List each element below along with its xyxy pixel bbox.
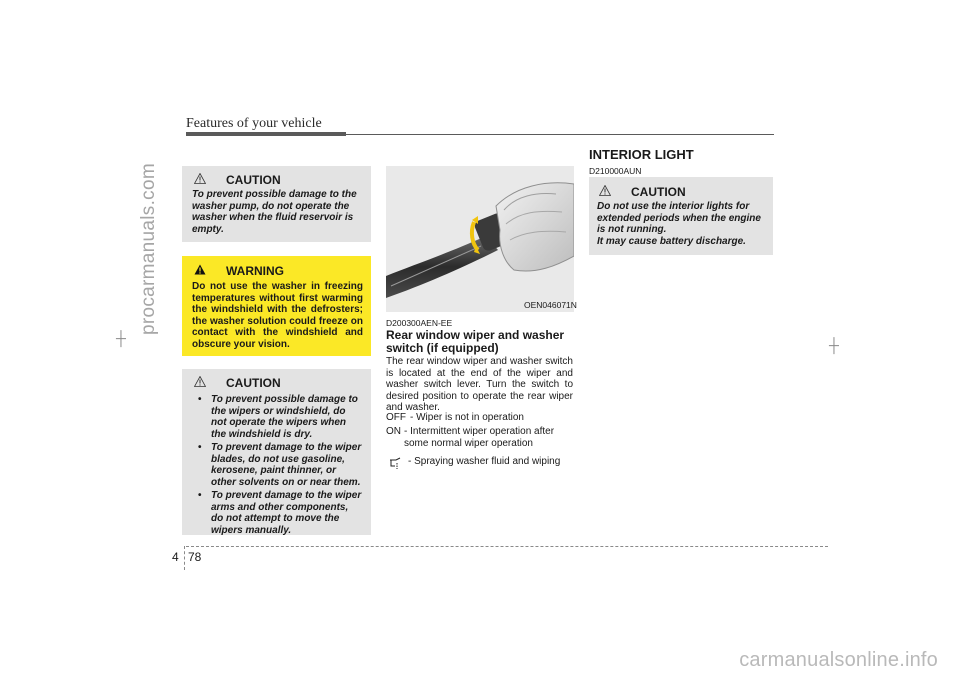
- page-number: 78: [188, 550, 202, 564]
- caution-box-washer-pump: [182, 166, 371, 242]
- mode-description: - Wiper is not in operation: [410, 412, 524, 423]
- warning-text: Do not use the washer in freezing temperatures without first warming the windshield with the defrosters; the washer solution could freeze on contact with the windshield and obscure your vision.: [192, 281, 363, 350]
- mode-key: ON: [386, 426, 401, 437]
- footer-separator: [184, 546, 185, 570]
- warning-triangle-icon: [194, 264, 206, 275]
- mode-description: - Intermittent wiper operation after some normal wiper operation: [404, 426, 555, 449]
- caution-triangle-icon: [599, 185, 611, 196]
- caution-list-item: • To prevent damage to the wiper arms and other components, do not attempt to move the wipers manually.: [192, 490, 363, 536]
- header-rule-thick: [186, 132, 346, 136]
- footer-rule: [186, 546, 828, 547]
- bottom-watermark: carmanualsonline.info: [739, 649, 938, 671]
- wiper-lever-hand-illustration: [386, 166, 574, 312]
- section-code: D210000AUN: [589, 166, 642, 176]
- caution-title: CAUTION: [631, 185, 686, 199]
- caution-line: It may cause battery discharge.: [597, 235, 746, 247]
- crop-mark-left: ┼: [116, 330, 126, 346]
- washer-spray-icon: [388, 456, 404, 470]
- warning-title: WARNING: [226, 264, 284, 278]
- section-paragraph: The rear window wiper and washer switch is located at the end of the wiper and washer switch lever. Turn the switch to desired position to operate the rear wiper and washer.: [386, 356, 573, 413]
- caution-triangle-icon: [194, 376, 206, 387]
- caution-triangle-icon: [194, 173, 206, 184]
- caution-text: To prevent possible damage to the washer pump, do not operate the washer when the fluid reservoir is empty.: [192, 189, 357, 235]
- caution-list-item: • To prevent damage to the wiper blades, do not use gasoline, kerosene, paint thinner, or other solvents on or near them.: [192, 442, 363, 488]
- section-code: D200300AEN-EE: [386, 318, 453, 328]
- mode-key: OFF: [386, 412, 406, 423]
- section-title: Rear window wiper and washer switch (if equipped): [386, 328, 565, 355]
- chapter-number: 4: [172, 550, 179, 564]
- crop-mark-right: ┼: [829, 337, 839, 353]
- mode-washer: [386, 456, 576, 470]
- mode-off: [386, 412, 576, 424]
- mode-on: [386, 426, 576, 450]
- side-watermark: procarmanuals.com: [138, 163, 159, 335]
- image-code: OEN046071N: [524, 300, 577, 310]
- caution-box-interior-light: [589, 177, 773, 255]
- header-title: Features of your vehicle: [186, 116, 322, 131]
- mode-list: [386, 412, 576, 470]
- mode-description: - Spraying washer fluid and wiping: [408, 456, 561, 467]
- header-rule-thin: [346, 134, 774, 135]
- caution-line: Do not use the interior lights for extended periods when the engine is not running.: [597, 201, 761, 235]
- caution-list: [192, 394, 363, 536]
- section-heading-interior-light: INTERIOR LIGHT: [589, 147, 694, 162]
- warning-box-freezing: [182, 256, 371, 356]
- caution-box-wipers: [182, 369, 371, 535]
- wiper-switch-photo: [386, 166, 574, 312]
- caution-list-item: • To prevent possible damage to the wipers or windshield, do not operate the wipers when the windshield is dry.: [192, 394, 363, 440]
- caution-title: CAUTION: [226, 173, 281, 187]
- caution-title: CAUTION: [226, 376, 281, 390]
